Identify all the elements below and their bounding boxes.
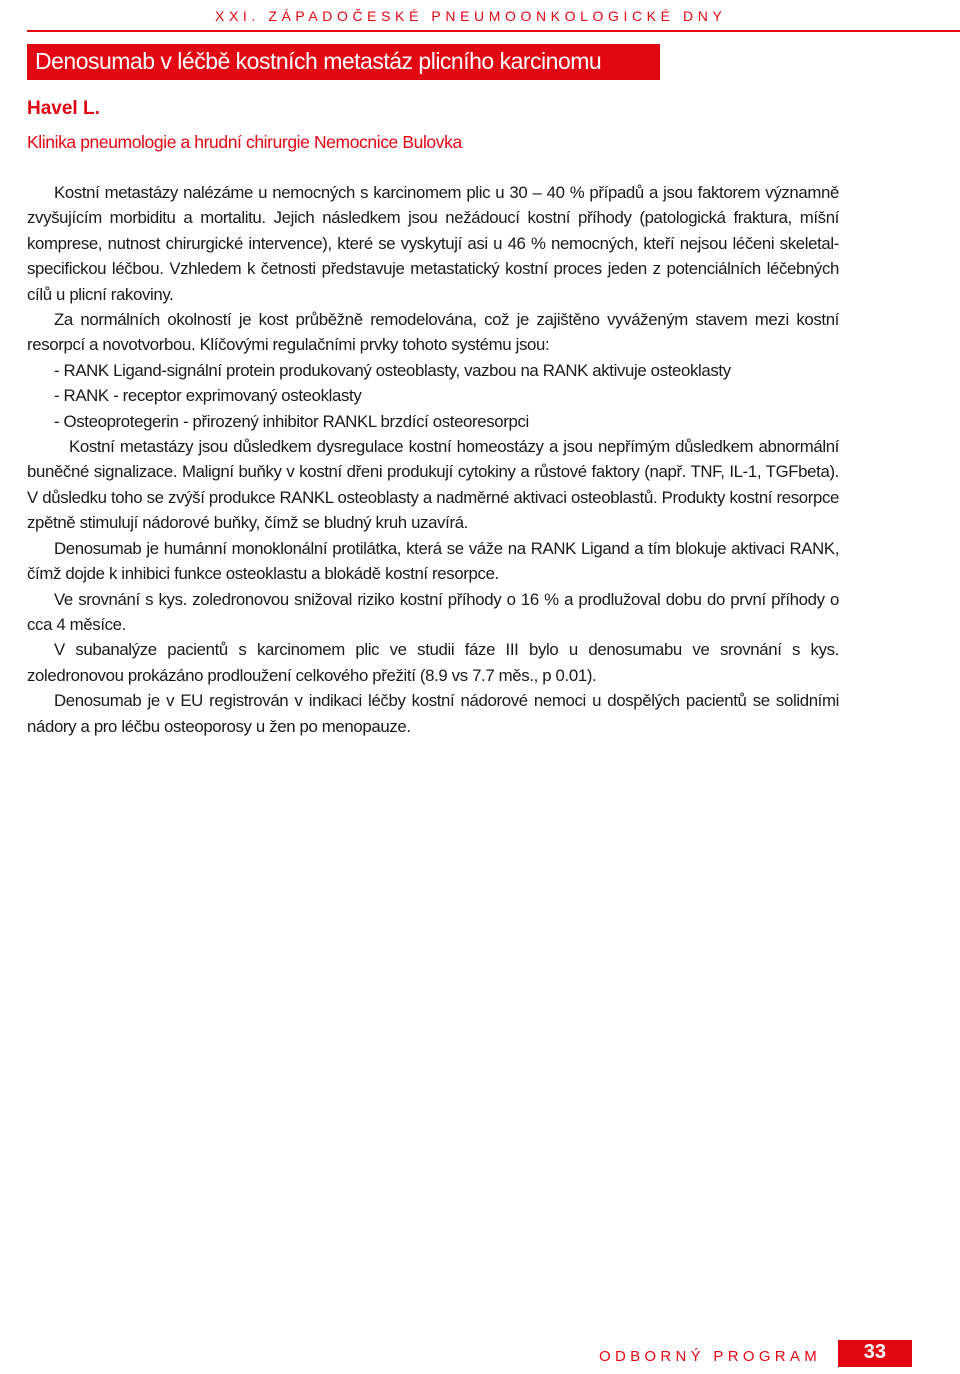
list-item: - RANK - receptor exprimovaný osteoklasty bbox=[54, 386, 362, 406]
conference-header: XXI. ZÁPADOČESKÉ PNEUMOONKOLOGICKÉ DNY bbox=[215, 8, 727, 24]
paragraph-remodeling: Za normálních okolností je kost průběžně remodelována, což je zajištěno vyváženým stavem mezi kostní resorpcí a novotvorbou. Klíčovými regulačními prvky tohoto systému jsou: bbox=[27, 310, 839, 355]
title-banner bbox=[27, 44, 660, 80]
paragraph-denosumab: Denosumab je humánní monoklonální protilátka, která se váže na RANK Ligand a tím blokuje aktivaci RANK, čímž dojde k inhibici funkce osteoklastu a blokádě kostní resorpce. bbox=[27, 538, 839, 584]
author-affiliation: Klinika pneumologie a hrudní chirurgie Nemocnice Bulovka bbox=[27, 132, 462, 152]
page-number-badge bbox=[838, 1340, 912, 1367]
list-item: - Osteoprotegerin - přirozený inhibitor RANKL brzdící osteoresorpci bbox=[54, 411, 529, 431]
author-name: Havel L. bbox=[27, 98, 100, 119]
page-number: 33 bbox=[863, 1341, 886, 1363]
list-item: - RANK Ligand-signální protein produkovaný osteoblasty, vazbou na RANK aktivuje osteoklasty bbox=[54, 360, 731, 380]
article-title: Denosumab v léčbě kostních metastáz plicního karcinomu bbox=[35, 48, 602, 74]
paragraph-dysregulation: Kostní metastázy jsou důsledkem dysregulace kostní homeostázy a jsou nepřímým důsledkem abnormální buněčné signalizace. Maligní buňky v kostní dřeni produkují cytokiny a růstové faktory (např. TNF, IL-1, TGFbeta). V důsledku toho se zvýší produkce RANKL osteoblasty a nadměrné aktivaci osteoblastů. Produkty kostní resorpce zpětně stimulují nádorové buňky, čímž se bludný kruh uzavírá. bbox=[27, 437, 839, 533]
footer-section-label: ODBORNÝ PROGRAM bbox=[599, 1348, 822, 1365]
header-divider bbox=[27, 30, 960, 32]
paragraph-subanalysis: V subanalýze pacientů s karcinomem plic ve studii fáze III bylo u denosumabu ve srovnání s kys. zoledronovou prokázáno prodloužení celkového přežití (8.9 vs 7.7 měs., p 0.01). bbox=[27, 640, 839, 685]
article-body bbox=[27, 180, 839, 739]
paragraph-registration: Denosumab je v EU registrován v indikaci léčby kostní nádorové nemoci u dospělých pacientů se solidními nádory a pro léčbu osteoporosy u žen po menopauze. bbox=[27, 691, 839, 736]
paragraph-intro: Kostní metastázy nalézáme u nemocných s karcinomem plic u 30 – 40 % případů a jsou faktorem významně zvyšujícím morbiditu a mortalitu. Jejich následkem jsou nežádoucí kostní příhody (patologická fraktura, míšní komprese, nutnost chirurgické intervence), které se vyskytují asi u 46 % nemocných, kteří nejsou léčeni skeletal-specifickou léčbou. Vzhledem k četnosti představuje metastatický kostní proces jeden z potenciálních léčebných cílů u plicní rakoviny. bbox=[27, 183, 839, 304]
paragraph-comparison: Ve srovnání s kys. zoledronovou snižoval riziko kostní příhody o 16 % a prodlužoval dobu do první příhody o cca 4 měsíce. bbox=[27, 589, 839, 634]
